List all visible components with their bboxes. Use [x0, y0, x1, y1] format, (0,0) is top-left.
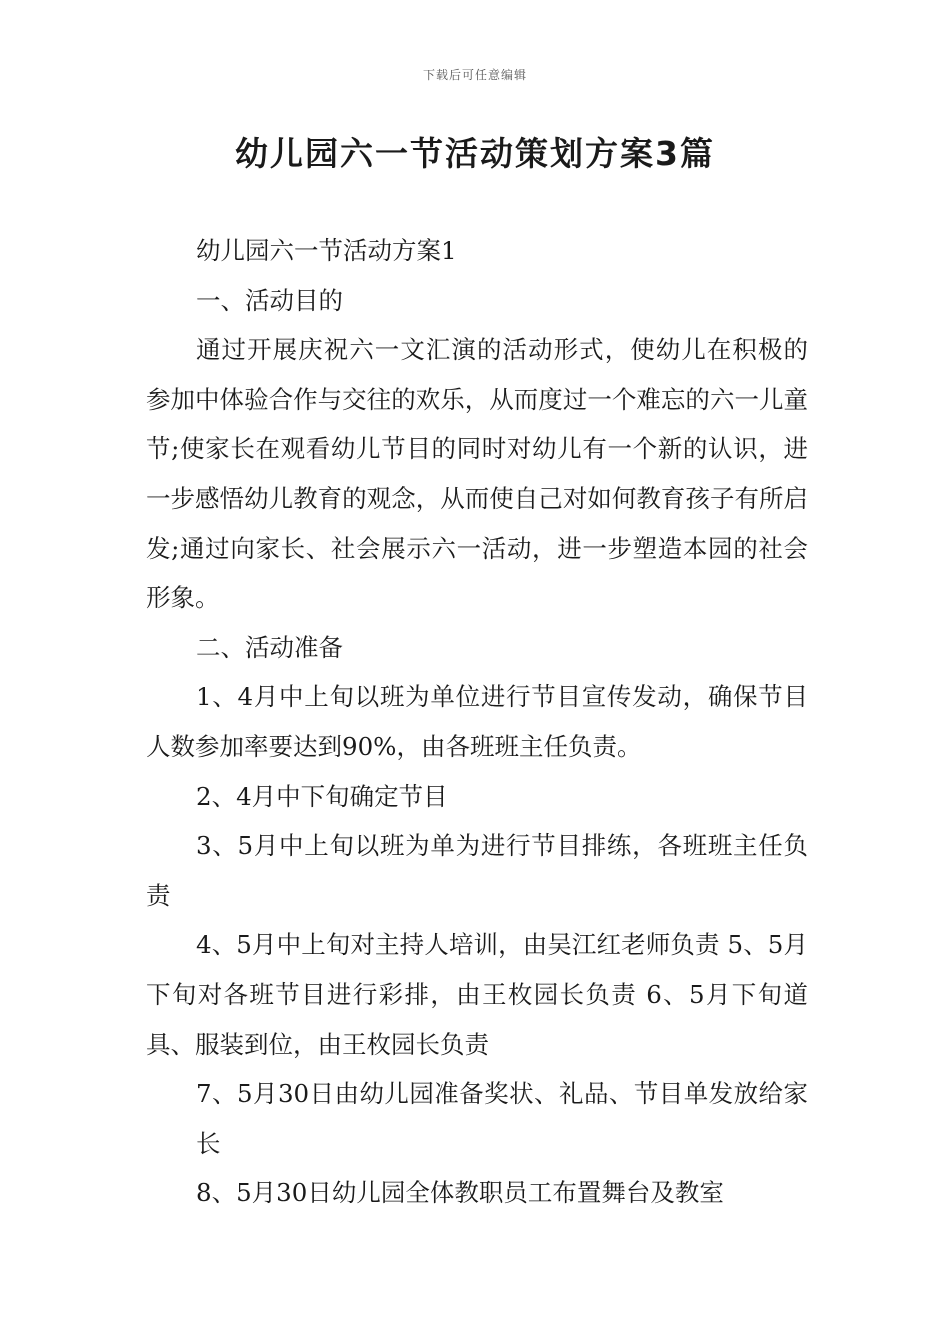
document-title: 幼儿园六一节活动策划方案3篇 [235, 134, 715, 173]
header-note: 下载后可任意编辑 [422, 68, 527, 82]
section-heading-plan-1: 幼儿园六一节活动方案1 [196, 236, 457, 265]
document-body [146, 226, 808, 1218]
list-item-2: 2、4月中下旬确定节目 [196, 781, 448, 811]
list-item-1: 1、4月中上旬以班为单位进行节目宣传发动，确保节目人数参加率要达到90%，由各班班主任负责。 [146, 682, 808, 761]
list-item-7: 7、5月30日由幼儿园准备奖状、礼品、节目单发放给家长 [196, 1079, 808, 1158]
section-heading-goal: 一、活动目的 [196, 285, 343, 315]
list-item-4-6: 4、5月中上旬对主持人培训，由吴江红老师负责 5、5月下旬对各班节目进行彩排，由王枚园长负责 6、5月下旬道具、服装到位，由王枚园长负责 [146, 930, 808, 1059]
list-item-3: 3、5月中上旬以班为单为进行节目排练，各班班主任负责 [146, 831, 808, 910]
section-heading-preparation: 二、活动准备 [196, 632, 343, 662]
list-item-8: 8、5月30日幼儿园全体教职员工布置舞台及教室 [196, 1178, 724, 1208]
paragraph-goal: 通过开展庆祝六一文汇演的活动形式，使幼儿在积极的参加中体验合作与交往的欢乐，从而度过一个难忘的六一儿童节;使家长在观看幼儿节目的同时对幼儿有一个新的认识，进一步感悟幼儿教育的观念，从而使自己对如何教育孩子有所启发;通过向家长、社会展示六一活动，进一步塑造本园的社会形象。 [146, 335, 808, 613]
